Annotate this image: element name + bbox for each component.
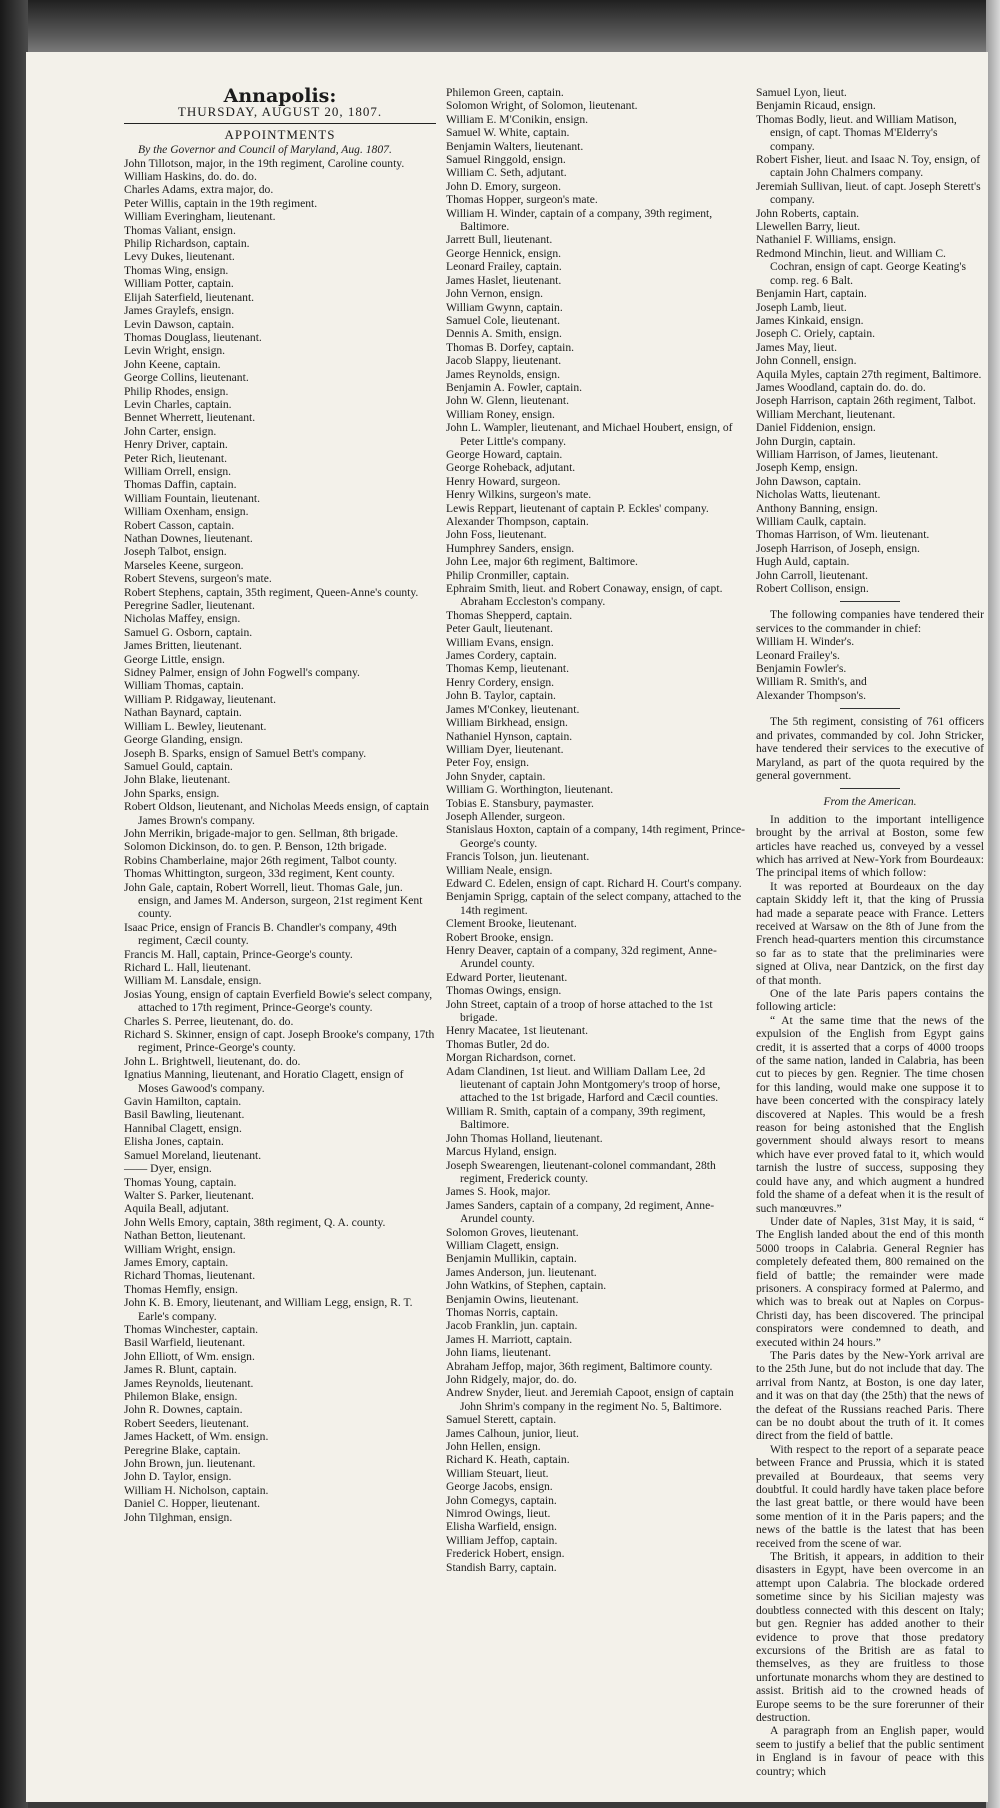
appointment-entry: John Iiams, lieutenant. [446,1346,551,1360]
appointment-entry: Thomas Whittington, surgeon, 33d regiment, Kent county. [124,867,395,881]
appointment-entry: John B. Taylor, captain. [446,689,556,703]
appointment-entry: Thomas Kemp, lieutenant. [446,662,569,676]
appointment-entry: William R. Smith, captain of a company, 39th regiment, Baltimore. [446,1104,706,1132]
appointment-entry: Elisha Jones, captain. [124,1135,224,1149]
appointment-entry: William Dyer, lieutenant. [446,742,564,756]
appointment-entry: Benjamin Ricaud, ensign. [756,99,876,113]
appointment-entry: John D. Taylor, ensign. [124,1470,232,1484]
appointment-entry: Nathan Baynard, captain. [124,706,242,720]
appointment-entry: Charles Adams, extra major, do. [124,183,274,197]
appointment-entry: George Howard, captain. [446,447,563,461]
appointment-entry: George Jacobs, ensign. [446,1480,553,1494]
appointment-entry: Joseph Allender, surgeon. [446,809,566,823]
appointment-entry: Nicholas Watts, lieutenant. [756,488,881,502]
appointment-entry: Peter Gault, lieutenant. [446,622,553,636]
column-2 [446,86,746,1574]
appointment-entry: Sidney Palmer, ensign of John Fogwell's company. [124,666,360,680]
appointment-entry: John Carroll, lieutenant. [756,568,869,582]
appointment-entry: James Woodland, captain do. do. do. [756,380,926,394]
appointment-entry: Jacob Slappy, lieutenant. [446,354,562,368]
appointment-entry: John Watkins, of Stephen, captain. [446,1279,607,1293]
appointment-entry: John Carter, ensign. [124,424,217,438]
appointment-entry: Henry Deaver, captain of a company, 32d regiment, Anne-Arundel county. [446,944,717,971]
appointment-entry: John Tillotson, major, in the 19th regiment, Caroline county. [124,156,405,170]
appointment-entry: Joseph Kemp, ensign. [756,461,858,475]
appointment-entry: Aquila Myles, captain 27th regiment, Baltimore. [756,367,982,381]
appointment-entry: Peregrine Sadler, lieutenant. [124,599,255,613]
appointment-entry: Joseph B. Sparks, ensign of Samuel Bett's company. [124,746,367,760]
appointment-entry: Basil Warfield, lieutenant. [124,1336,246,1350]
scan-border-right [986,0,1000,1808]
appointment-entry: Samuel Gould, captain. [124,759,233,773]
appointment-entry: Peregrine Blake, captain. [124,1443,241,1457]
appointment-entry: Levin Dawson, captain. [124,317,235,331]
appointment-entry: William Fountain, lieutenant. [124,491,261,505]
appointment-entry: James S. Hook, major. [446,1185,551,1199]
appointment-entry: William H. Nicholson, captain. [124,1483,269,1497]
appointment-entry: John Roberts, captain. [756,206,860,220]
appointment-entry: John Ridgely, major, do. do. [446,1373,577,1386]
appointment-entry: John R. Downes, captain. [124,1403,243,1417]
appointment-entry: Llewellen Barry, lieut. [756,220,861,234]
appointment-entry: Walter S. Parker, lieutenant. [124,1188,254,1202]
appointment-entry: Thomas Hopper, surgeon's mate. [446,193,598,207]
appointment-entry: William L. Bewley, lieutenant. [124,719,267,733]
appointment-entry: Nathan Downes, lieutenant. [124,532,253,545]
appointment-entry: Marseles Keene, surgeon. [124,558,244,572]
appointment-entry: Abraham Jeffop, major, 36th regiment, Baltimore county. [446,1359,713,1373]
appointment-entry: Henry Howard, surgeon. [446,474,561,488]
column-3 [756,86,984,1778]
appointment-entry: —— Dyer, ensign. [124,1162,212,1176]
appointment-entry: James May, lieut. [756,340,838,354]
appointment-entry: John Tilghman, ensign. [124,1510,233,1524]
volunteer-intro: The following companies have tendered their services to the commander in chief: [756,608,984,635]
appointment-entry: John Wells Emory, captain, 38th regiment, Q. A. county. [124,1215,386,1229]
appointment-entry: Samuel Moreland, lieutenant. [124,1148,262,1162]
appointment-entry: Joseph Swearengen, lieutenant-colonel commandant, 28th regiment, Frederick county. [446,1158,716,1185]
appointment-entry: Solomon Dickinson, do. to gen. P. Benson, 12th brigade. [124,840,387,854]
appointment-entry: William Harrison, of James, lieutenant. [756,447,939,461]
appointment-entry: William P. Ridgaway, lieutenant. [124,692,277,706]
appointment-entry: Henry Cordery, ensign. [446,675,555,689]
appointment-entry: George Little, ensign. [124,652,225,666]
appointment-entry: John Dawson, captain. [756,474,861,488]
appointment-entry: Levy Dukes, lieutenant. [124,250,235,264]
appointment-entry: William Caulk, captain. [756,515,867,528]
appointment-entry: Richard L. Hall, lieutenant. [124,961,251,974]
appointment-entry: Peter Willis, captain in the 19th regiment. [124,196,318,210]
column-1 [124,86,436,1524]
article-paragraph: The British, it appears, in addition to their disasters in Egypt, have been overcome in an attempt upon Calabria. The blockade ordered sometime since by his Sicilian majesty was doubtless connected with this descent on Italy; but gen. Regnier has added another to their evidence to prove that those predatory excursions of the British are as fatal to themselves, as they are fruitless to those unfortunate monarchs whom they are destined to assist. British aid to the crowned heads of Europe seems to be the sure forerunner of their destruction. [756,1550,984,1724]
appointment-entry: Robert Brooke, ensign. [446,930,554,944]
appointment-entry: Daniel Fiddenion, ensign. [756,421,876,435]
scan-border-top [0,0,1000,60]
appointment-entry: Solomon Wright, of Solomon, lieutenant. [446,99,638,113]
appointment-entry: Daniel C. Hopper, lieutenant. [124,1497,261,1511]
appointment-entry: William Oxenham, ensign. [124,505,249,519]
appointment-entry: Samuel Sterett, captain. [446,1413,557,1427]
volunteer-company: William H. Winder's. [756,635,855,649]
appointment-entry: Morgan Richardson, cornet. [446,1051,576,1065]
masthead: Annapolis: [223,85,337,107]
appointment-entry: John Durgin, captain. [756,434,856,448]
appointment-entry: William Steuart, lieut. [446,1466,549,1480]
volunteer-companies-list [756,635,984,702]
appointment-entry: Benjamin Walters, lieutenant. [446,139,584,153]
volunteer-company: Alexander Thompson's. [756,688,867,702]
appointment-entry: William Everingham, lieutenant. [124,210,276,224]
appointment-entry: Joseph Talbot, ensign. [124,545,227,559]
appointment-entry: Bennet Wherrett, lieutenant. [124,411,256,425]
appointment-entry: William Potter, captain. [124,277,234,291]
article-paragraph: The Paris dates by the New-York arrival are to the 25th June, but do not include that day. The arrival from Nantz, at Boston, is one day later, and it was on that day (the 25th) that the news of the defeat of the Russians reached Paris. There can be no doubt about the truth of it. It comes direct from the field of battle. [756,1348,984,1443]
appointment-entry: Elisha Warfield, ensign. [446,1520,557,1534]
article-paragraph: It was reported at Bourdeaux on the day captain Skiddy left it, that the king of Prussia had made a separate peace with France. Letters received at Warsaw on the 8th of June from the French head-quarters mention this circumstance so far as to state that the preliminaries were signed at Oliva, near Dantzick, on the first day of that month. [756,879,984,987]
appointment-entry: John K. B. Emory, lieutenant, and William Legg, ensign, R. T. Earle's company. [124,1296,413,1323]
appointment-entry: James Cordery, captain. [446,649,557,663]
appointment-entry: Thomas Owings, ensign. [446,984,562,998]
appointment-entry: Philemon Blake, ensign. [124,1390,238,1403]
article-paragraph: One of the late Paris papers contains the following article: [756,987,984,1014]
appointments-list-1 [124,157,436,1524]
appointment-entry: Thomas Bodly, lieut. and William Matison, ensign, of capt. Thomas M'Elderry's company. [756,112,957,153]
appointment-entry: John Foss, lieutenant. [446,528,547,542]
appointment-entry: Joseph C. Oriely, captain. [756,327,876,341]
article-paragraph: With respect to the report of a separate peace between France and Prussia, which it is stated prevailed at Bourdeaux, that seems very doubtful. It could hardly have taken place before the last great battle, or there would have been some mention of it in the Paris papers; and the news of the battle is the latest that has been received from the scene of war. [756,1442,984,1550]
appointment-entry: Ignatius Manning, lieutenant, and Horatio Clagett, ensign of Moses Gawood's company. [124,1068,404,1095]
appointment-entry: Jeremiah Sullivan, lieut. of capt. Joseph Sterett's company. [756,179,981,207]
appointment-entry: James Hackett, of Wm. ensign. [124,1430,269,1444]
divider [840,708,900,709]
appointment-entry: John Comegys, captain. [446,1493,557,1507]
appointment-entry: William Orrell, ensign. [124,464,232,478]
appointment-entry: Frederick Hobert, ensign. [446,1547,565,1561]
appointment-entry: Samuel Cole, lieutenant. [446,313,560,327]
appointment-entry: Thomas Winchester, captain. [124,1322,259,1336]
appointment-entry: Francis M. Hall, captain, Prince-George's county. [124,947,353,961]
appointment-entry: Hugh Auld, captain. [756,555,850,569]
appointment-entry: John Keene, captain. [124,357,221,371]
volunteer-company: Leonard Frailey's. [756,648,840,662]
appointment-entry: Levin Wright, ensign. [124,344,226,358]
appointment-entry: Robert Oldson, lieutenant, and Nicholas Meeds ensign, of captain James Brown's company. [124,800,429,827]
appointment-entry: George Hennick, ensign. [446,246,562,260]
appointment-entry: Gavin Hamilton, captain. [124,1095,242,1109]
appointment-entry: Ephraim Smith, lieut. and Robert Conaway, ensign, of capt. Abraham Eccleston's company. [446,582,723,609]
appointment-entry: Thomas Wing, ensign. [124,263,229,277]
appointment-entry: Solomon Groves, lieutenant. [446,1225,579,1239]
appointment-entry: James Reynolds, ensign. [446,367,560,381]
appointment-entry: William Neale, ensign. [446,863,553,877]
appointment-entry: Thomas Norris, captain. [446,1305,559,1319]
appointment-entry: Peter Rich, lieutenant. [124,451,228,465]
volunteer-company: William R. Smith's, and [756,675,867,689]
newspaper-page [26,52,988,1802]
appointment-entry: Hannibal Clagett, ensign. [124,1121,242,1135]
appointment-entry: James H. Marriott, captain. [446,1332,573,1346]
appointment-entry: Samuel G. Osborn, captain. [124,625,253,639]
appointment-entry: John Brown, jun. lieutenant. [124,1457,256,1471]
appointment-entry: Andrew Snyder, lieut. and Jeremiah Capoot, ensign of captain John Shrim's company in the regiment No. 5, Baltimore. [446,1386,734,1413]
appointment-entry: Benjamin Sprigg, captain of the select company, attached to the 14th regiment. [446,890,742,917]
american-heading: From the American. [823,795,917,809]
appointment-entry: James Haslet, lieutenant. [446,273,562,287]
divider [840,601,900,602]
appointment-entry: John Blake, lieutenant. [124,773,231,787]
volunteer-company: Benjamin Fowler's. [756,662,847,676]
appointment-entry: Joseph Lamb, lieut. [756,300,847,314]
appointment-entry: Leonard Frailey, captain. [446,260,562,274]
appointment-entry: Samuel Lyon, lieut. [756,86,847,99]
appointment-entry: Philip Cronmiller, captain. [446,568,570,582]
appointment-entry: William Merchant, lieutenant. [756,407,896,421]
appointment-entry: Tobias E. Stansbury, paymaster. [446,796,594,810]
appointment-entry: Robert Stevens, surgeon's mate. [124,572,272,586]
appointment-entry: John L. Wampler, lieutenant, and Michael Houbert, ensign, of Peter Little's company. [446,421,733,448]
appointment-entry: George Roheback, adjutant. [446,461,576,475]
appointment-entry: John L. Brightwell, lieutenant, do. do. [124,1054,301,1068]
appointment-entry: William Roney, ensign. [446,407,555,421]
appointment-entry: James Reynolds, lieutenant. [124,1376,254,1390]
appointment-entry: John Connell, ensign. [756,354,857,368]
appointment-entry: Thomas Butler, 2d do. [446,1037,550,1051]
divider [840,788,900,789]
appointment-entry: Edward C. Edelen, ensign of capt. Richard H. Court's company. [446,876,742,890]
appointment-entry: William Gwynn, captain. [446,300,563,314]
appointment-entry: William Thomas, captain. [124,679,244,693]
appointment-entry: James Calhoun, junior, lieut. [446,1426,579,1440]
rule [124,123,436,124]
appointment-entry: Standish Barry, captain. [446,1560,557,1574]
appointment-entry: Thomas Young, captain. [124,1175,237,1189]
appointment-entry: Peter Foy, ensign. [446,756,529,770]
appointment-entry: Clement Brooke, lieutenant. [446,917,577,931]
appointment-entry: Joseph Harrison, of Joseph, ensign. [756,541,920,555]
appointment-entry: Jarrett Bull, lieutenant. [446,233,553,247]
appointment-entry: George Collins, lieutenant. [124,371,249,385]
appointment-entry: Francis Tolson, jun. lieutenant. [446,850,590,864]
appointment-entry: Samuel Ringgold, ensign. [446,153,566,167]
appointment-entry: James Graylefs, ensign. [124,304,235,318]
appointment-entry: John Sparks, ensign. [124,786,220,800]
appointment-entry: Levin Charles, captain. [124,397,232,411]
appointment-entry: John Snyder, captain. [446,769,546,783]
appointment-entry: John D. Emory, surgeon. [446,179,561,193]
appointment-entry: James Britten, lieutenant. [124,639,242,653]
appointment-entry: Robert Casson, captain. [124,518,235,532]
appointment-entry: Jacob Franklin, jun. captain. [446,1319,578,1333]
appointment-entry: Thomas Hemfly, ensign. [124,1282,238,1296]
appointment-entry: James Sanders, captain of a company, 2d regiment, Anne-Arundel county. [446,1198,715,1226]
appointment-entry: Thomas Douglass, lieutenant. [124,330,262,344]
appointment-entry: Anthony Banning, ensign. [756,501,878,515]
article-paragraph: “ At the same time that the news of the expulsion of the English from Egypt gains credit, it is asserted that a corps of 4000 troops of the same nation, landed in Calabria, has been cut to pieces by gen. Regnier. The time chosen for this landing, would make one suppose it to have been concerted with the conspiracy lately discovered at Naples. This would be a fresh reason for being astonished that the English government should always resort to means which have ever proved fatal to it, which would tarnish the lustre of success, supposing they could have any, and which augment a hundred fold the shame of a defeat when it is the result of such manœuvres.” [756,1013,984,1215]
appointment-entry: Thomas Valiant, ensign. [124,223,236,237]
appointment-entry: Philip Richardson, captain. [124,237,250,251]
appointment-entry: Elijah Saterfield, lieutenant. [124,290,255,304]
appointment-entry: George Glanding, ensign. [124,733,243,747]
appointment-entry: Redmond Minchin, lieut. and William C. Cochran, ensign of capt. George Keating's comp. reg. 6 Balt. [756,246,967,287]
article-paragraph: In addition to the important intelligence brought by the arrival at Boston, some few articles have reached us, conveyed by a vessel which has arrived at New-York from Bourdeaux: The principal items of which follow: [756,812,984,880]
appointment-entry: John Merrikin, brigade-major to gen. Sellman, 8th brigade. [124,826,398,840]
appointments-list-3 [756,86,984,595]
appointment-entry: William Clagett, ensign. [446,1238,559,1252]
dateline: THURSDAY, AUGUST 20, 1807. [177,104,383,120]
appointment-entry: Stanislaus Hoxton, captain of a company, 14th regiment, Prince-George's county. [446,823,746,850]
appointment-entry: William Jeffop, captain. [446,1533,558,1547]
american-article [756,813,984,1778]
appointment-entry: Philemon Green, captain. [446,86,564,99]
appointment-entry: Richard K. Heath, captain. [446,1453,570,1467]
appointment-entry: James R. Blunt, captain. [124,1363,237,1377]
appointment-entry: Nathan Betton, lieutenant. [124,1229,246,1243]
appointment-entry: Henry Wilkins, surgeon's mate. [446,488,592,502]
appointment-entry: John Lee, major 6th regiment, Baltimore. [446,555,638,569]
appointment-entry: Marcus Hyland, ensign. [446,1145,557,1159]
appointment-entry: Nathaniel F. Williams, ensign. [756,233,897,247]
appointment-entry: Aquila Beall, adjutant. [124,1202,229,1216]
appointment-entry: William Birkhead, ensign. [446,716,568,730]
appointment-entry: Nimrod Owings, lieut. [446,1507,551,1521]
scan-border-left [0,0,28,1808]
appointment-entry: William Wright, ensign. [124,1242,236,1256]
appointment-entry: William Evans, ensign. [446,635,554,649]
appointment-entry: John Hellen, ensign. [446,1440,541,1454]
appointment-entry: Charles S. Perree, lieutenant, do. do. [124,1014,294,1028]
appointment-entry: Richard S. Skinner, ensign of capt. Joseph Brooke's company, 17th regiment, Prince-George's county. [124,1028,435,1055]
appointment-entry: John W. Glenn, lieutenant. [446,394,570,408]
appointment-entry: Isaac Price, ensign of Francis B. Chandler's company, 49th regiment, Cæcil county. [124,920,397,948]
appointment-entry: John Gale, captain, Robert Worrell, lieut. Thomas Gale, jun. ensign, and James M. Anderson, surgeon, 21st regiment Kent county. [124,880,423,921]
appointment-entry: Robert Seeders, lieutenant. [124,1416,249,1430]
appointment-entry: Benjamin Mullikin, captain. [446,1252,577,1266]
appointment-entry: Thomas Harrison, of Wm. lieutenant. [756,528,930,542]
appointment-entry: James Emory, captain. [124,1255,229,1269]
appointment-entry: Nicholas Maffey, ensign. [124,612,241,626]
appointment-entry: Thomas Shepperd, captain. [446,608,573,622]
appointment-entry: Thomas Daffin, captain. [124,478,237,492]
appointment-entry: John Thomas Holland, lieutenant. [446,1131,603,1145]
appointments-intro: By the Governor and Council of Maryland, Aug. 1807. [138,143,392,157]
appointment-entry: William G. Worthington, lieutenant. [446,783,614,797]
appointment-entry: Robert Collison, ensign. [756,582,869,596]
appointment-entry: Adam Clandinen, 1st lieut. and William Dallam Lee, 2d lieutenant of captain John Montgomery's troop of horse, attached to the 1st brigade, Harford and Cæcil counties. [446,1064,721,1105]
appointments-heading: APPOINTMENTS [224,126,336,142]
appointment-entry: Richard Thomas, lieutenant. [124,1269,256,1283]
appointment-entry: Benjamin Owins, lieutenant. [446,1292,579,1306]
appointment-entry: William C. Seth, adjutant. [446,166,567,180]
appointment-entry: Henry Macatee, 1st lieutenant. [446,1024,588,1038]
appointment-entry: Nathaniel Hynson, captain. [446,729,573,743]
appointment-entry: Philip Rhodes, ensign. [124,384,229,398]
appointment-entry: Basil Bawling, lieutenant. [124,1108,245,1122]
appointment-entry: Samuel W. White, captain. [446,126,570,140]
fifth-regiment-paragraph: The 5th regiment, consisting of 761 officers and privates, commanded by col. John Stricker, have tendered their services to the executive of Maryland, as part of the quota required by the general government. [756,715,984,782]
appointment-entry: Robins Chamberlaine, major 26th regiment, Talbot county. [124,853,397,867]
appointment-entry: Alexander Thompson, captain. [446,515,589,528]
appointment-entry: John Street, captain of a troop of horse attached to the 1st brigade. [446,997,713,1025]
appointment-entry: James Kinkaid, ensign. [756,313,864,327]
appointment-entry: Robert Stephens, captain, 35th regiment, Queen-Anne's county. [124,585,419,599]
appointments-list-2 [446,86,746,1574]
appointment-entry: Benjamin A. Fowler, captain. [446,380,583,394]
appointment-entry: Robert Fisher, lieut. and Isaac N. Toy, ensign, of captain John Chalmers company. [756,153,981,180]
appointment-entry: Josias Young, ensign of captain Everfield Bowie's select company, attached to 17th regiment, Prince-George's county. [124,987,433,1015]
appointment-entry: John Elliott, of Wm. ensign. [124,1349,255,1363]
appointment-entry: Benjamin Hart, captain. [756,287,867,301]
appointment-entry: Lewis Reppart, lieutenant of captain P. Eckles' company. [446,501,709,515]
appointment-entry: William M. Lansdale, ensign. [124,974,262,988]
article-paragraph: A paragraph from an English paper, would seem to justify a belief that the public sentiment in England is in favour of peace with this country; which [756,1724,984,1778]
appointment-entry: William E. M'Conikin, ensign. [446,112,589,126]
appointment-entry: William H. Winder, captain of a company, 39th regiment, Baltimore. [446,206,713,234]
appointment-entry: Humphrey Sanders, ensign. [446,541,575,555]
appointment-entry: John Vernon, ensign. [446,287,544,301]
appointment-entry: Joseph Harrison, captain 26th regiment, Talbot. [756,394,976,408]
appointment-entry: Henry Driver, captain. [124,438,228,452]
appointment-entry: Edward Porter, lieutenant. [446,970,568,984]
appointment-entry: James Anderson, jun. lieutenant. [446,1265,597,1279]
appointment-entry: James M'Conkey, lieutenant. [446,702,580,716]
appointment-entry: William Haskins, do. do. do. [124,170,257,184]
appointment-entry: Dennis A. Smith, ensign. [446,327,562,341]
appointment-entry: Thomas B. Dorfey, captain. [446,340,575,354]
article-paragraph: Under date of Naples, 31st May, it is said, “ The English landed about the end of this month 5000 troops in Calabria. General Regnier has completely defeated them, 800 remained on the field of battle; the remainder were made prisoners. A conspiracy formed at Palermo, and which was to break out at Naples on Corpus-Christi day, has been discovered. The principal conspirators were condemned to death, and executed within 24 hours.” [756,1214,984,1349]
